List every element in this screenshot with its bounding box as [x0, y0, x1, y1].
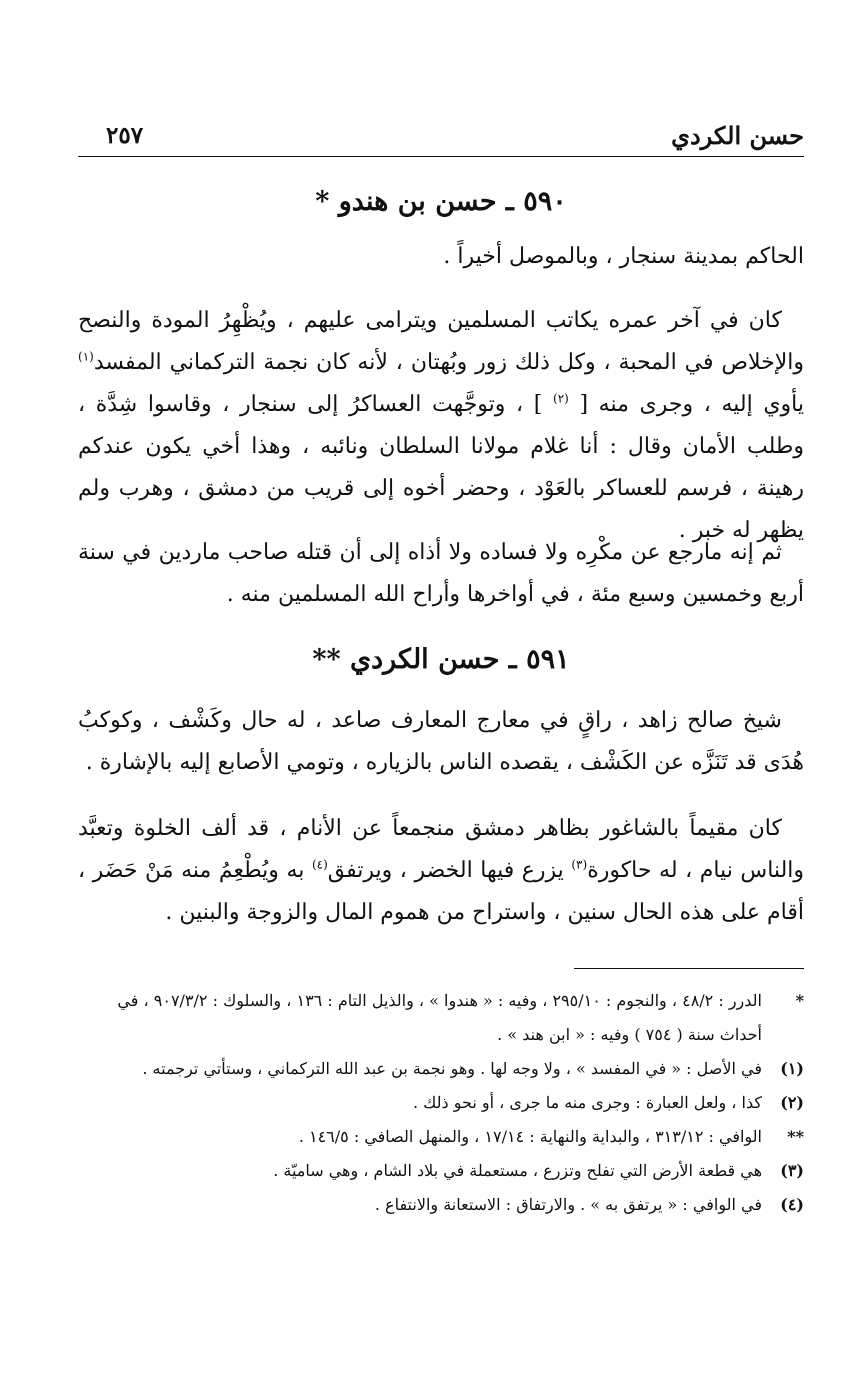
footnote-item: [78, 1052, 804, 1086]
footnote-text: الوافي : ٣١٣/١٢ ، والبداية والنهاية : ١٧/١٤ ، والمنهل الصافي : ١٤٦/٥ .: [298, 1127, 762, 1146]
footnotes-list: [78, 984, 804, 1222]
footnote-mark: (١): [780, 1059, 804, 1078]
running-title: حسن الكردي: [671, 121, 804, 150]
footnote-mark: **: [787, 1127, 804, 1146]
footnote-text: هي قطعة الأرض التي تفلح وتزرع ، مستعملة في بلاد الشام ، وهي ساميّة .: [273, 1161, 762, 1180]
entry-590-paragraph-1: [78, 300, 804, 552]
footnote-item: [78, 984, 804, 1052]
entry-590-heading: ٥٩٠ ـ حسن بن هندو *: [315, 186, 567, 217]
footnote-ref-4: (٤): [311, 857, 328, 872]
entry-591-text-c: به ويُطْعِمُ منه مَنْ حَضَر ، أقام على هذه الحال سنين ، واستراح من هموم المال والزوجة والبنين .: [78, 858, 804, 925]
entry-590-subtitle: الحاكم بمدينة سنجار ، وبالموصل أخيراً .: [443, 244, 804, 269]
entry-590-paragraph-2: ثم إنه مارجع عن مكْرِه ولا فساده ولا أذاه إلى أن قتله صاحب ماردين في سنة أربع وخمسين وسبع مئة ، في أواخرها وأراح الله المسلمين منه .: [78, 540, 804, 607]
footnote-text: في الوافي : « يرتفق به » . والارتفاق : الاستعانة والانتفاع .: [374, 1195, 762, 1214]
footnote-text: كذا ، ولعل العبارة : وجرى منه ما جرى ، أو نحو ذلك .: [412, 1093, 762, 1112]
footnote-divider: [574, 968, 804, 969]
page-number: ٢٥٧: [106, 122, 144, 149]
footnote-mark: (٢): [780, 1093, 804, 1112]
footnote-item: [78, 1086, 804, 1120]
footnote-mark: *: [795, 991, 804, 1010]
footnote-ref-1: (١): [78, 349, 94, 364]
footnote-item: [78, 1120, 804, 1154]
running-header: [78, 120, 804, 157]
entry-591-text-b: يزرع فيها الخضر ، ويرتفق: [327, 858, 572, 883]
entry-591-text-a: كان مقيماً بالشاغور بظاهر دمشق منجمعاً عن الأنام ، قد ألف الخلوة وتعبَّد والناس نيام ، له حاكورة: [78, 816, 805, 883]
footnote-text: الدرر : ٤٨/٢ ، والنجوم : ٢٩٥/١٠ ، وفيه : « هندوا » ، والذيل التام : ١٣٦ ، والسلوك : ٩٠٧/٣/٢ ، في أحداث سنة ( ٧٥٤ ) وفيه : « ابن هند » .: [117, 991, 762, 1044]
entry-590-text-b: يأوي إليه ، وجرى منه [: [568, 392, 804, 417]
footnote-mark: (٤): [780, 1195, 804, 1214]
footnote-text: في الأصل : « في المفسد » ، ولا وجه لها . وهو نجمة بن عبد الله التركماني ، وستأتي ترجمته .: [142, 1059, 762, 1078]
footnote-item: [78, 1154, 804, 1188]
entry-591-paragraph-2: [78, 808, 804, 934]
footnote-item: [78, 1188, 804, 1222]
footnote-ref-3: (٣): [571, 857, 588, 872]
entry-591-heading: ٥٩١ ـ حسن الكردي **: [312, 644, 570, 675]
entry-590-text-a: كان في آخر عمره يكاتب المسلمين ويترامى عليهم ، ويُظْهِرُ المودة والنصح والإخلاص في المحبة ، وكل ذلك زور وبُهتان ، لأنه كان نجمة التركماني المفسد: [78, 308, 804, 375]
footnote-mark: (٣): [780, 1161, 804, 1180]
entry-591-paragraph-1: شيخ صالح زاهد ، راقٍ في معارج المعارف صاعد ، له حال وكَشْف ، وكوكبُ هُدَى قد تَنَزَّه عن الكَشْف ، يقصده الناس بالزياره ، وتومي الأصابع إليه بالإشارة .: [78, 708, 804, 775]
footnote-ref-2: (٢): [553, 391, 569, 406]
entry-590-text-c: ] ، وتوجَّهت العساكرُ إلى سنجار ، وقاسوا شِدَّة ، وطلب الأمان وقال : أنا غلام مولانا السلطان ونائبه ، وهذا أخي يكون عندكم رهينة ، فرسم للعساكر بالعَوْد ، وحضر أخوه إلى قريب من دمشق ، وهرب ولم يظهر له خبر .: [78, 392, 804, 543]
book-page: [78, 0, 804, 1381]
